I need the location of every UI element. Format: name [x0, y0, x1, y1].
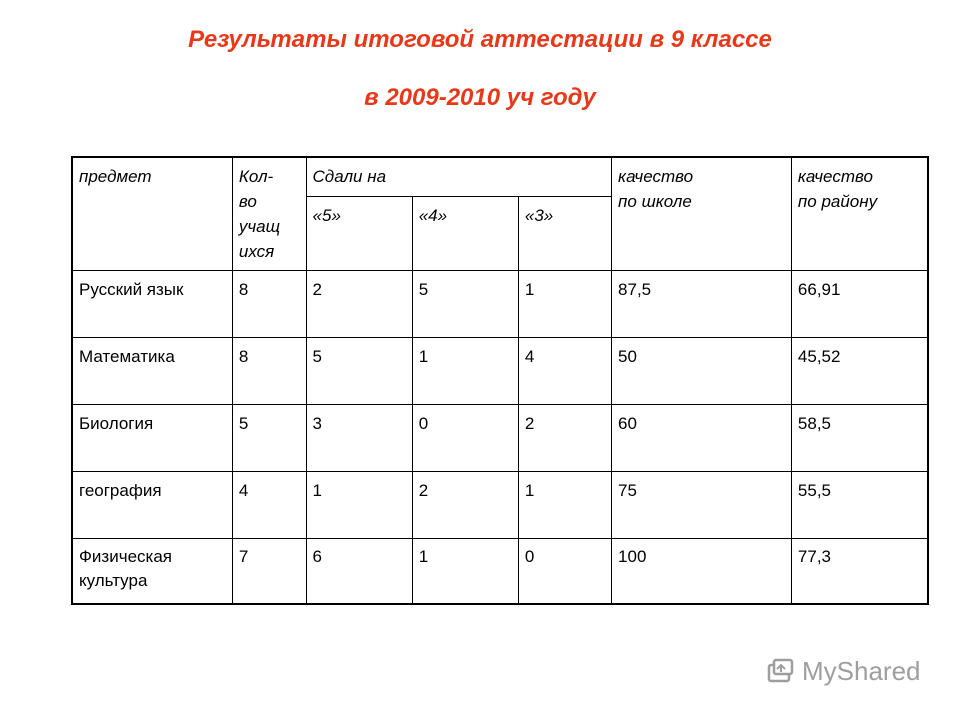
table-row	[72, 271, 928, 338]
cell-quality-district: 45,52	[791, 338, 928, 405]
table-row	[72, 338, 928, 405]
header-grade-3: «3»	[518, 197, 611, 271]
cell-quality-school: 60	[612, 405, 792, 472]
cell-count: 8	[232, 271, 306, 338]
cell-grade-5: 2	[306, 271, 412, 338]
cell-quality-school: 100	[612, 539, 792, 605]
table-row	[72, 472, 928, 539]
cell-grade-4: 5	[412, 271, 518, 338]
cell-grade-4: 2	[412, 472, 518, 539]
header-passed-group: Сдали на	[306, 157, 612, 197]
cell-grade-4: 1	[412, 338, 518, 405]
cell-quality-school: 50	[612, 338, 792, 405]
page-title: Результаты итоговой аттестации в 9 классе	[188, 26, 772, 53]
table-row	[72, 539, 928, 605]
cell-quality-district: 66,91	[791, 271, 928, 338]
cell-grade-3: 1	[518, 271, 611, 338]
cell-subject: Физическая культура	[72, 539, 232, 605]
cell-quality-district: 58,5	[791, 405, 928, 472]
header-grade-5: «5»	[306, 197, 412, 271]
results-table	[71, 156, 929, 605]
cell-grade-3: 4	[518, 338, 611, 405]
cell-quality-school: 75	[612, 472, 792, 539]
cell-subject: Русский язык	[72, 271, 232, 338]
watermark	[766, 656, 921, 687]
cell-quality-district: 77,3	[791, 539, 928, 605]
header-count: Кол- во учащ ихся	[232, 157, 306, 271]
cell-grade-5: 3	[306, 405, 412, 472]
cell-subject: география	[72, 472, 232, 539]
table-row	[72, 405, 928, 472]
cell-grade-5: 6	[306, 539, 412, 605]
watermark-text: MyShared	[802, 656, 921, 686]
header-row-1	[72, 157, 928, 197]
cell-grade-3: 1	[518, 472, 611, 539]
cell-grade-5: 1	[306, 472, 412, 539]
cell-count: 7	[232, 539, 306, 605]
cell-grade-3: 0	[518, 539, 611, 605]
header-quality-school: качество по школе	[612, 157, 792, 271]
myshared-logo-icon	[766, 657, 796, 687]
cell-count: 8	[232, 338, 306, 405]
header-grade-4: «4»	[412, 197, 518, 271]
cell-grade-4: 1	[412, 539, 518, 605]
cell-quality-school: 87,5	[612, 271, 792, 338]
cell-count: 4	[232, 472, 306, 539]
cell-quality-district: 55,5	[791, 472, 928, 539]
page-subtitle: в 2009-2010 уч году	[364, 84, 596, 111]
cell-count: 5	[232, 405, 306, 472]
cell-subject: Биология	[72, 405, 232, 472]
header-quality-district: качество по району	[791, 157, 928, 271]
cell-grade-3: 2	[518, 405, 611, 472]
header-subject: предмет	[72, 157, 232, 271]
cell-subject: Математика	[72, 338, 232, 405]
cell-grade-5: 5	[306, 338, 412, 405]
cell-grade-4: 0	[412, 405, 518, 472]
